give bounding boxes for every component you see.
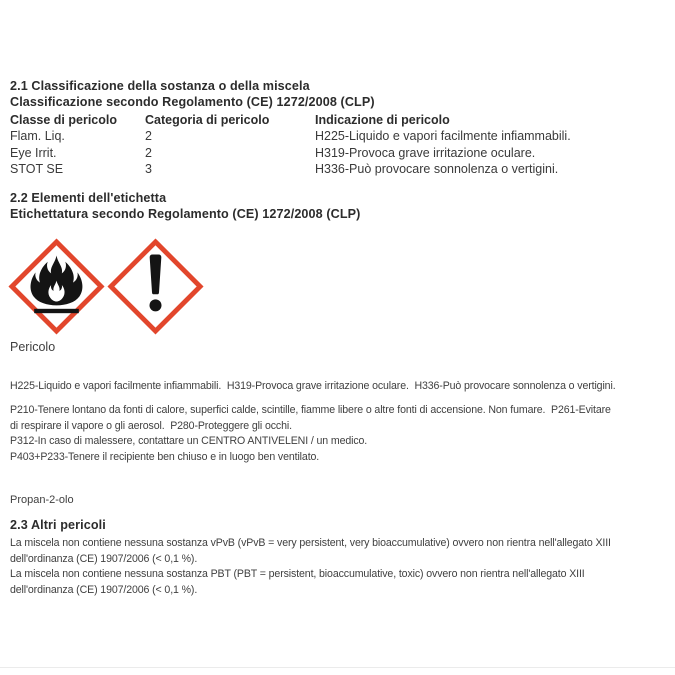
cell-hazard-class: Flam. Liq. xyxy=(10,129,65,144)
column-header-statement: Indicazione di pericolo xyxy=(315,113,450,127)
substance-name: Propan-2-olo xyxy=(10,494,74,506)
ghs-exclamation-mark-pictogram-icon xyxy=(107,238,204,335)
cell-hazard-class: Eye Irrit. xyxy=(10,145,57,160)
cell-category: 2 xyxy=(145,145,152,160)
table-header-row xyxy=(10,112,571,128)
hazard-statements-line: H225-Liquido e vapori facilmente infiammabili. H319-Provoca grave irritazione oculare. H336-Può provocare sonnolenza o vertigini. xyxy=(10,380,616,392)
section-2-1-subheading: Classificazione secondo Regolamento (CE) 1272/2008 (CLP) xyxy=(10,95,375,109)
table-row xyxy=(10,161,571,177)
table-row xyxy=(10,145,571,161)
other-hazards-line: dell'ordinanza (CE) 1907/2006 (< 0,1 %). xyxy=(10,552,198,565)
precautionary-statements-block xyxy=(10,403,611,465)
precautionary-line: di respirare il vapore o gli aerosol. P280-Proteggere gli occhi. xyxy=(10,419,292,432)
ghs-flame-pictogram-icon xyxy=(8,238,105,335)
section-2-3-heading: 2.3 Altri pericoli xyxy=(10,518,106,532)
cell-statement: H225-Liquido e vapori facilmente infiammabili. xyxy=(315,129,571,144)
section-2-1-heading: 2.1 Classificazione della sostanza o della miscela xyxy=(10,79,310,93)
hazard-classification-table xyxy=(10,112,571,178)
cell-hazard-class: STOT SE xyxy=(10,162,64,177)
precautionary-line: P210-Tenere lontano da fonti di calore, superfici calde, scintille, fiamme libere o altre fonti di accensione. Non fumare. P261-Evitare xyxy=(10,404,611,416)
table-row xyxy=(10,128,571,144)
page-bottom-divider xyxy=(0,667,675,668)
other-hazards-line: dell'ordinanza (CE) 1907/2006 (< 0,1 %). xyxy=(10,583,198,596)
column-header-category: Categoria di pericolo xyxy=(145,113,270,127)
section-2-2-subheading: Etichettatura secondo Regolamento (CE) 1272/2008 (CLP) xyxy=(10,207,361,221)
cell-category: 3 xyxy=(145,162,152,177)
cell-statement: H319-Provoca grave irritazione oculare. xyxy=(315,145,536,160)
section-2-2-heading: 2.2 Elementi dell'etichetta xyxy=(10,191,167,205)
precautionary-line: P403+P233-Tenere il recipiente ben chiuso e in luogo ben ventilato. xyxy=(10,450,320,463)
signal-word: Pericolo xyxy=(10,340,56,354)
other-hazards-line: La miscela non contiene nessuna sostanza PBT (PBT = persistent, bioaccumulative, toxic) ovvero non rientra nell'allegato XIII xyxy=(10,568,585,581)
cell-statement: H336-Può provocare sonnolenza o vertigini. xyxy=(315,162,559,177)
other-hazards-line: La miscela non contiene nessuna sostanza vPvB (vPvB = very persistent, very bioaccumulative) ovvero non rientra nell'allegato XIII xyxy=(10,537,611,549)
cell-category: 2 xyxy=(145,129,152,144)
column-header-hazard-class: Classe di pericolo xyxy=(10,113,117,127)
precautionary-line: P312-In caso di malessere, contattare un CENTRO ANTIVELENI / un medico. xyxy=(10,435,368,448)
other-hazards-block xyxy=(10,536,611,598)
